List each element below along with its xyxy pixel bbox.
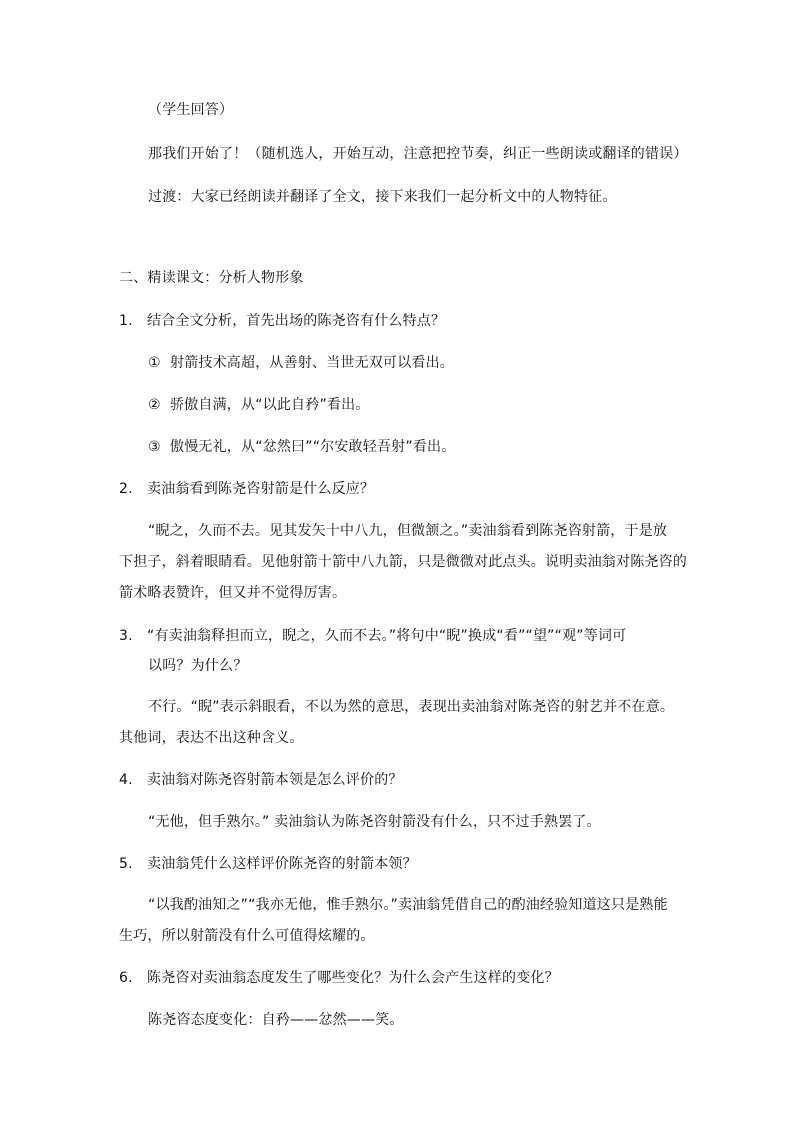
point-2 — [148, 395, 370, 415]
point-text: 傲慢无礼，从“忿然曰”“尔安敢轻吾射”看出。 — [170, 439, 456, 455]
question-text: 结合全文分析，首先出场的陈尧咨有什么特点？ — [147, 313, 446, 329]
question-text: 陈尧咨对卖油翁态度发生了哪些变化？为什么会产生这样的变化？ — [147, 970, 559, 986]
question-number: 5. — [119, 856, 133, 872]
answer-line: 生巧，所以射箭没有什么可值得炫耀的。 — [119, 928, 375, 944]
question-number: 1. — [119, 313, 133, 329]
point-text: 射箭技术高超，从善射、当世无双可以看出。 — [170, 355, 454, 371]
question-text: 卖油翁看到陈尧咨射箭是什么反应？ — [147, 481, 375, 497]
question-number: 2. — [119, 481, 133, 497]
point-1 — [148, 353, 454, 373]
start-instruction: 那我们开始了！（随机选人，开始互动，注意把控节奏，纠正一些朗读或翻译的错误） — [148, 146, 688, 162]
answer-line: 不行。“睨”表示斜眼看，不以为然的意思，表现出卖油翁对陈尧咨的射艺并不在意。 — [148, 699, 675, 715]
answer-line: “睨之，久而不去。见其发矢十中八九，但微颔之。”卖油翁看到陈尧咨射箭，于是放 — [148, 523, 668, 539]
answer-line: “以我酌油知之”“我亦无他，惟手熟尔。”卖油翁凭借自己的酌油经验知道这只是熟能 — [148, 897, 668, 913]
point-marker: ① — [148, 355, 161, 371]
question-4 — [119, 770, 403, 790]
question-number: 4. — [119, 772, 133, 788]
question-1 — [119, 311, 445, 331]
question-3 — [119, 626, 626, 646]
answer-line: 下担子，斜着眼睛看。见他射箭十箭中八九箭，只是微微对此点头。说明卖油翁对陈尧咨的 — [119, 554, 687, 570]
question-number: 6. — [119, 970, 133, 986]
point-marker: ③ — [148, 439, 161, 455]
question-number: 3. — [119, 628, 133, 644]
section-heading: 二、精读课文：分析人物形象 — [119, 270, 304, 286]
answer-line: “无他，但手熟尔。” 卖油翁认为陈尧咨射箭没有什么，只不过手熟罢了。 — [148, 814, 601, 830]
question-2 — [119, 479, 374, 499]
question-text-continued: 以吗？为什么？ — [148, 658, 248, 674]
answer-line: 其他词，表达不出这种含义。 — [119, 730, 304, 746]
point-marker: ② — [148, 397, 161, 413]
question-6 — [119, 968, 559, 988]
point-text: 骄傲自满，从“以此自矜”看出。 — [170, 397, 370, 413]
question-text: “有卖油翁释担而立，睨之，久而不去。”将句中“睨”换成“看”“望”“观”等词可 — [147, 628, 627, 644]
answer-line: 陈尧咨态度变化：自矜——忿然——笑。 — [148, 1012, 404, 1028]
student-answer-note: （学生回答） — [148, 102, 234, 118]
point-3 — [148, 437, 455, 457]
answer-line: 箭术略表赞许，但又并不觉得厉害。 — [119, 585, 347, 601]
question-text: 卖油翁对陈尧咨射箭本领是怎么评价的？ — [147, 772, 403, 788]
question-5 — [119, 854, 417, 874]
question-text: 卖油翁凭什么这样评价陈尧咨的射箭本领？ — [147, 856, 417, 872]
transition-text: 过渡：大家已经朗读并翻译了全文，接下来我们一起分析文中的人物特征。 — [148, 189, 617, 205]
